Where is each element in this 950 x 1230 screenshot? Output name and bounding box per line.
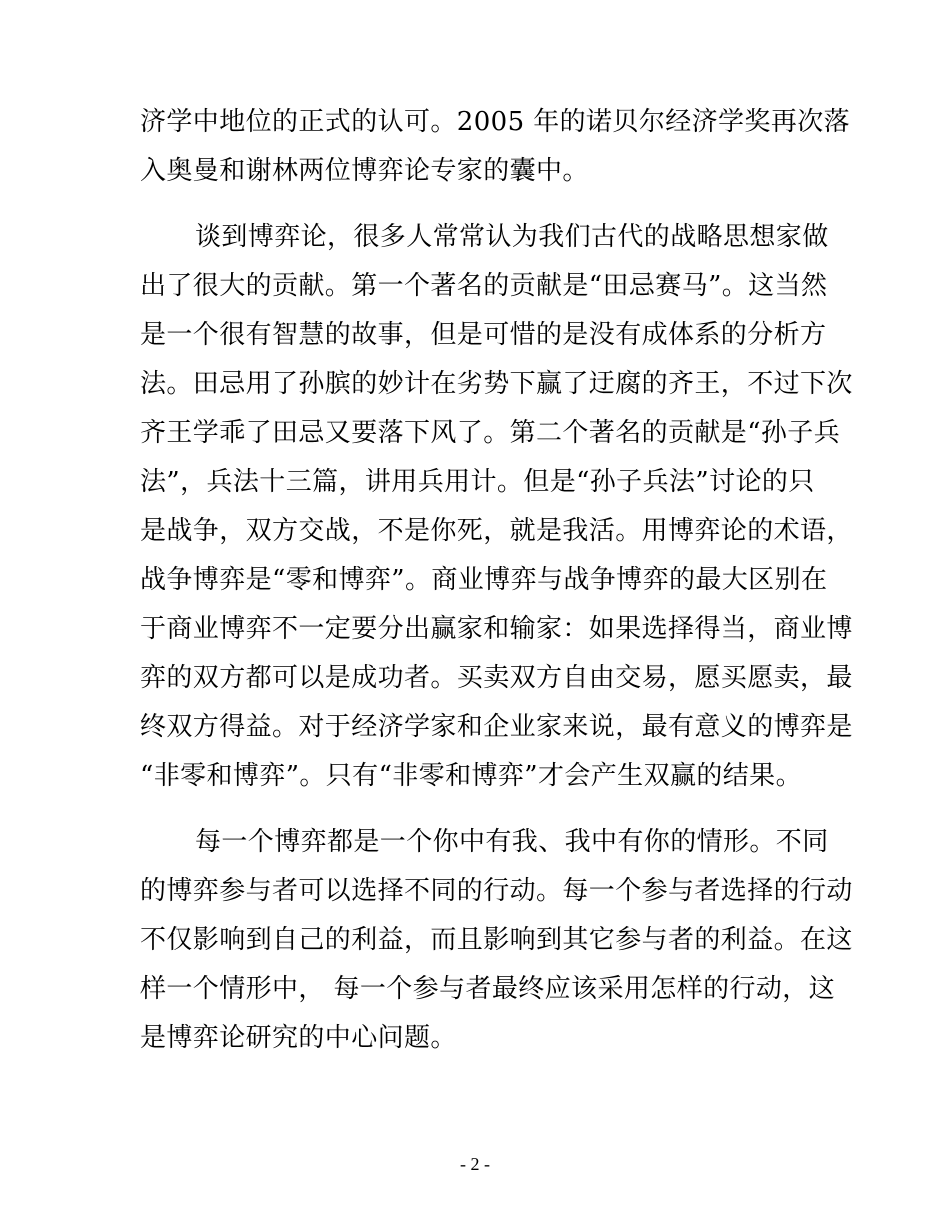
text-line: 于商业博弈不一定要分出赢家和输家：如果选择得当，商业博 [140,614,853,644]
paragraph-2 [140,213,853,801]
text-line: “非零和博弈”。只有“非零和博弈”才会产生双赢的结果。 [140,761,802,791]
text-line: 是博弈论研究的中心问题。 [140,1023,457,1053]
paragraph-1 [140,98,851,196]
paragraph-3 [140,818,853,1063]
text-line: 法。田忌用了孙膑的妙计在劣势下赢了迂腐的齐王，不过下次 [140,369,853,399]
text-line: 战争博弈是“零和博弈”。商业博弈与战争博弈的最大区别在 [140,565,828,595]
text-line: 出了很大的贡献。第一个著名的贡献是“田忌赛马”。这当然 [140,271,828,301]
text-line: 谈到博弈论，很多人常常认为我们古代的战略思想家做 [195,222,829,252]
text-line: 终双方得益。对于经济学家和企业家来说，最有意义的博弈是 [140,712,853,742]
text-line: 不仅影响到自己的利益，而且影响到其它参与者的利益。在这 [140,925,853,955]
page-number: - 2 - [460,1154,490,1174]
text-line: 济学中地位的正式的认可。2005 年的诺贝尔经济学奖再次落 [140,107,851,137]
document-body [140,98,853,1063]
text-line: 法”，兵法十三篇，讲用兵用计。但是“孙子兵法”讨论的只 [140,467,815,497]
text-line: 是战争，双方交战，不是你死，就是我活。用博弈论的术语， [140,516,853,546]
text-line: 每一个博弈都是一个你中有我、我中有你的情形。不同 [195,827,829,857]
paragraph-gap [140,801,812,818]
text-line: 样一个情形中， 每一个参与者最终应该采用怎样的行动，这 [140,974,836,1004]
text-line: 入奥曼和谢林两位博弈论专家的囊中。 [140,156,589,186]
text-line: 的博弈参与者可以选择不同的行动。每一个参与者选择的行动 [140,876,853,906]
text-line: 弈的双方都可以是成功者。买卖双方自由交易，愿买愿卖，最 [140,663,853,693]
text-line: 是一个很有智慧的故事，但是可惜的是没有成体系的分析方 [140,320,827,350]
text-line: 齐王学乖了田忌又要落下风了。第二个著名的贡献是“孙子兵 [140,418,841,448]
paragraph-gap [140,196,812,213]
